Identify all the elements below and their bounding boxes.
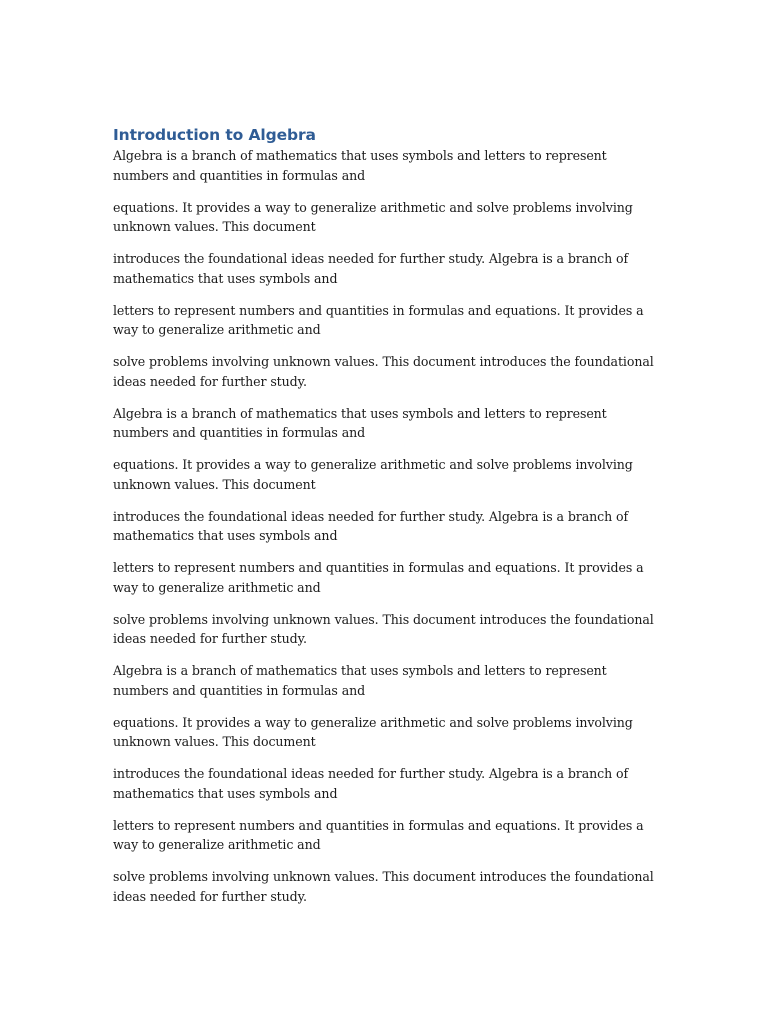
paragraph: equations. It provides a way to generalize arithmetic and solve problems involving unknown values. This document	[113, 457, 633, 492]
paragraph: letters to represent numbers and quantities in formulas and equations. It provides a way to generalize arithmetic and	[113, 817, 644, 852]
paragraph: introduces the foundational ideas needed for further study. Algebra is a branch of mathematics that uses symbols and	[113, 766, 629, 801]
paragraph: letters to represent numbers and quantities in formulas and equations. It provides a way to generalize arithmetic and	[113, 560, 644, 595]
paragraph: Algebra is a branch of mathematics that uses symbols and letters to represent numbers and quantities in formulas and	[113, 148, 607, 183]
paragraph: solve problems involving unknown values. This document introduces the foundational ideas needed for further study.	[113, 354, 654, 389]
paragraph: Algebra is a branch of mathematics that uses symbols and letters to represent numbers and quantities in formulas and	[113, 405, 607, 440]
paragraph: equations. It provides a way to generalize arithmetic and solve problems involving unknown values. This document	[113, 199, 633, 234]
document-title: Introduction to Algebra	[113, 126, 316, 144]
paragraph: solve problems involving unknown values. This document introduces the foundational ideas needed for further study.	[113, 869, 654, 904]
paragraph: introduces the foundational ideas needed for further study. Algebra is a branch of mathematics that uses symbols and	[113, 251, 629, 286]
document-body	[113, 146, 661, 906]
paragraph: letters to represent numbers and quantities in formulas and equations. It provides a way to generalize arithmetic and	[113, 302, 644, 337]
paragraph: Algebra is a branch of mathematics that uses symbols and letters to represent numbers and quantities in formulas and	[113, 663, 607, 698]
paragraph: equations. It provides a way to generalize arithmetic and solve problems involving unknown values. This document	[113, 714, 633, 749]
paragraph: introduces the foundational ideas needed for further study. Algebra is a branch of mathematics that uses symbols and	[113, 508, 629, 543]
document-page	[113, 124, 661, 919]
paragraph: solve problems involving unknown values. This document introduces the foundational ideas needed for further study.	[113, 611, 654, 646]
